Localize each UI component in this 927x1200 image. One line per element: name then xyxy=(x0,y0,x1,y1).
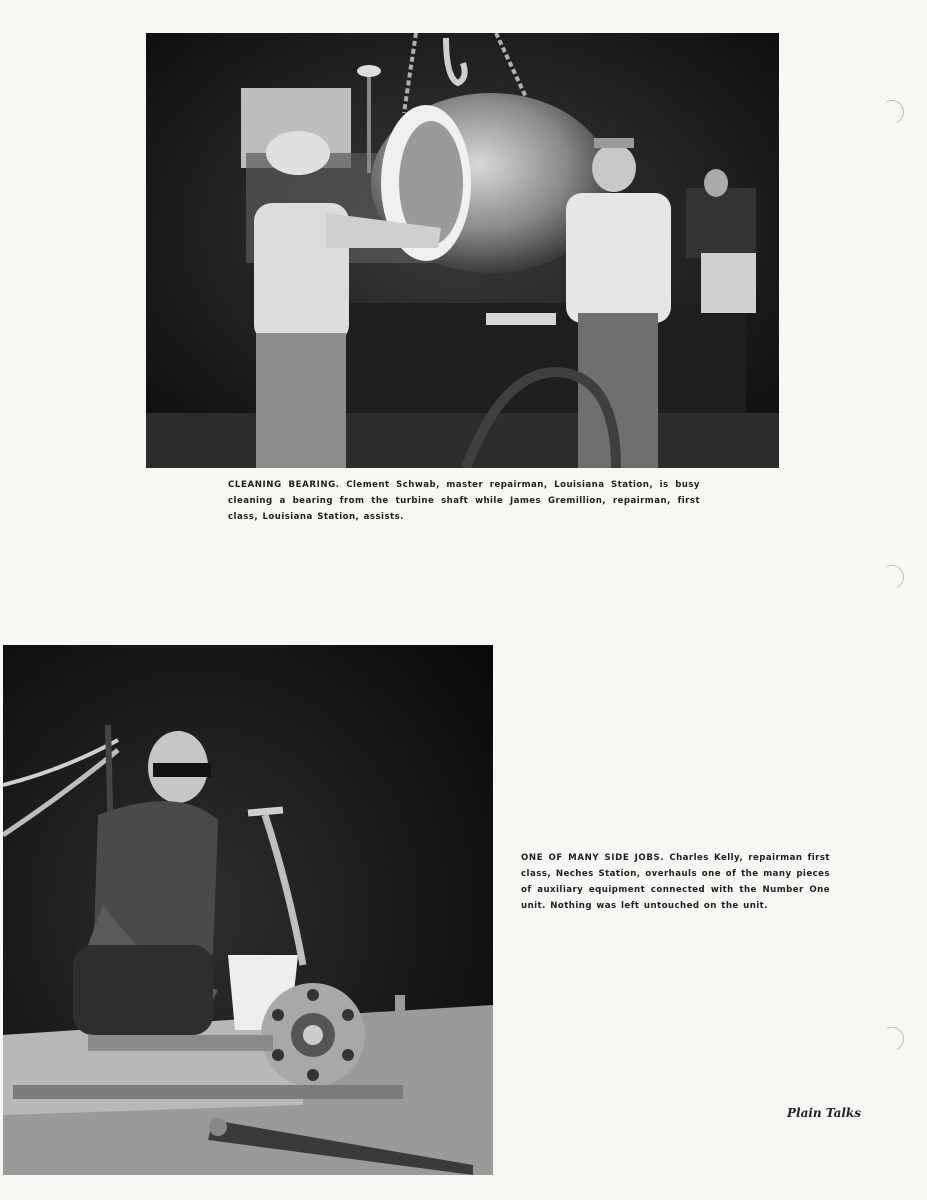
punch-hole xyxy=(877,1024,908,1055)
caption-lead: ONE OF MANY SIDE JOBS. xyxy=(521,853,665,863)
punch-hole xyxy=(877,562,908,593)
caption-side-jobs xyxy=(521,850,830,914)
caption-lead: CLEANING BEARING. xyxy=(228,480,340,490)
caption-body: Clement Schwab, master repairman, Louisiana Station, is busy cleaning a bearing from the turbine shaft while James Gremillion, repairman, first class, Louisiana Station, assists. xyxy=(228,480,700,522)
publication-footer: Plain Talks xyxy=(786,1106,861,1120)
caption-cleaning-bearing xyxy=(228,477,700,525)
photo-cleaning-bearing xyxy=(146,33,779,468)
punch-hole xyxy=(877,97,908,128)
caption-body: Charles Kelly, repairman first class, Neches Station, overhauls one of the many pieces of auxiliary equipment connected with the Number One unit. Nothing was left untouched on the unit. xyxy=(521,853,830,911)
photo-side-jobs xyxy=(3,645,493,1175)
